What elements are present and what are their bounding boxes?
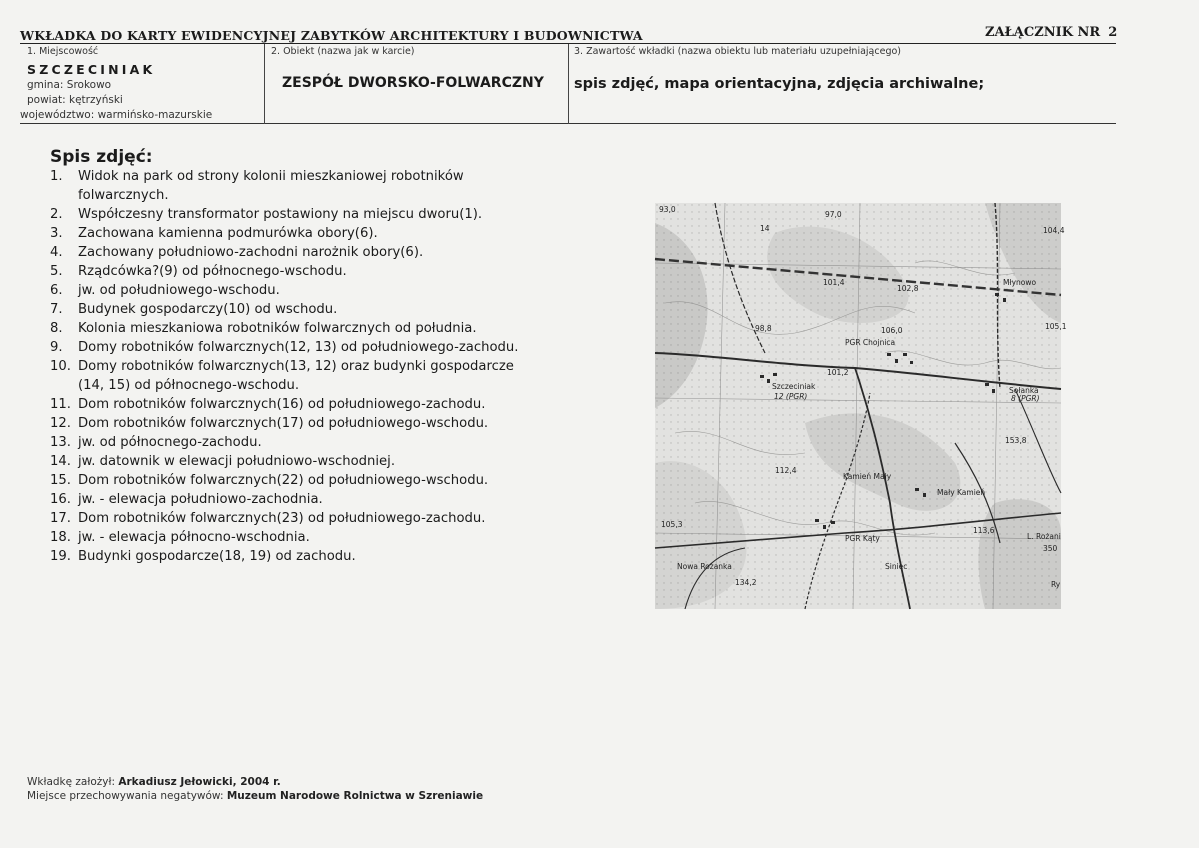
photo-list-number: 14. <box>50 454 71 469</box>
photo-list-number: 9. <box>50 340 63 355</box>
map-label: Siniec <box>885 562 908 571</box>
photo-list-number: 16. <box>50 492 71 507</box>
photo-list-item <box>50 205 570 224</box>
photo-list-item <box>50 338 570 357</box>
photo-list-number: 3. <box>50 226 63 241</box>
photo-list-text: Domy robotników folwarcznych(13, 12) oraz budynki gospodarcze <box>78 359 514 374</box>
photo-list-text: Widok na park od strony kolonii mieszkaniowej robotników <box>78 169 464 184</box>
photo-list-text: Domy robotników folwarcznych(12, 13) od południowego-zachodu. <box>78 340 519 355</box>
place-label: 1. Miejscowość <box>27 46 99 57</box>
map-label: 134,2 <box>735 578 757 587</box>
map-label: 105,3 <box>661 520 683 529</box>
card-title: WKŁADKA DO KARTY EWIDENCYJNEJ ZABYTKÓW ARCHITEKTURY I BUDOWNICTWA <box>20 28 643 43</box>
map-label: 93,0 <box>659 205 676 214</box>
photo-list-number: 6. <box>50 283 63 298</box>
photo-list-item <box>50 471 570 490</box>
photo-list-text: Dom robotników folwarcznych(16) od południowego-zachodu. <box>78 397 486 412</box>
photo-list-text: jw. od południowego-wschodu. <box>78 283 280 298</box>
photo-list-item <box>50 490 570 509</box>
photo-list-text: Dom robotników folwarcznych(23) od południowego-zachodu. <box>78 511 486 526</box>
place-gmina: gmina: Srokowo <box>27 79 112 91</box>
photo-list-text: jw. od północnego-zachodu. <box>78 435 262 450</box>
photo-list-number: 15. <box>50 473 71 488</box>
photo-list-number: 2. <box>50 207 63 222</box>
footer-author <box>27 776 281 788</box>
photo-list-text: Dom robotników folwarcznych(17) od południowego-wschodu. <box>78 416 489 431</box>
photo-list-number: 4. <box>50 245 63 260</box>
map-label: L. Rożani <box>1027 532 1061 541</box>
photo-list-item <box>50 243 570 262</box>
place-wojewodztwo: województwo: warmińsko-mazurskie <box>20 109 213 121</box>
photo-list-text: Zachowany południowo-zachodni narożnik obory(6). <box>78 245 424 260</box>
photo-list-text: jw. - elewacja południowo-zachodnia. <box>78 492 323 507</box>
photo-list-number: 7. <box>50 302 63 317</box>
photo-list-number: 13. <box>50 435 71 450</box>
photo-list-number: 5. <box>50 264 63 279</box>
map-label: Kamień Mały <box>843 472 892 481</box>
photo-list-text: Współczesny transformator postawiony na miejscu dworu(1). <box>78 207 483 222</box>
map-label: Szczeciniak <box>772 382 816 391</box>
photo-list-text: Budynki gospodarcze(18, 19) od zachodu. <box>78 549 356 564</box>
photo-list-item <box>50 414 570 433</box>
photo-list-item <box>50 509 570 528</box>
photo-list-item <box>50 224 570 243</box>
photo-list-text: Budynek gospodarczy(10) od wschodu. <box>78 302 338 317</box>
photo-list-number: 11. <box>50 397 71 412</box>
map-label: 8 (PGR) <box>1011 394 1040 403</box>
map-label: Ry <box>1051 580 1061 589</box>
photo-list-number: 19. <box>50 549 71 564</box>
contents-label: 3. Zawartość wkładki (nazwa obiektu lub materiału uzupełniającego) <box>574 46 901 57</box>
photo-list-item <box>50 357 570 395</box>
photo-list-text: Rządcówka?(9) od północnego-wschodu. <box>78 264 347 279</box>
storage-name: Muzeum Narodowe Rolnictwa w Szreniawie <box>226 790 484 802</box>
photo-list-item <box>50 300 570 319</box>
annex-number: 2 <box>1108 25 1118 40</box>
map-label: 101,2 <box>827 368 849 377</box>
photo-list-number: 12. <box>50 416 71 431</box>
photo-list-item <box>50 547 570 566</box>
photo-list-text: jw. - elewacja północno-wschodnia. <box>78 530 310 545</box>
map-label: 106,0 <box>881 326 903 335</box>
place-powiat: powiat: kętrzyński <box>27 94 123 106</box>
map-label: 153,8 <box>1005 436 1027 445</box>
map-label: 98,8 <box>755 324 772 333</box>
photo-list-number: 17. <box>50 511 71 526</box>
photo-list <box>50 167 570 566</box>
map-label: 14 <box>760 224 770 233</box>
photo-list-item <box>50 452 570 471</box>
map-label: Nowa Rożanka <box>677 562 732 571</box>
annex-label <box>985 25 1117 40</box>
photo-list-item <box>50 167 570 205</box>
place-name: SZCZECINIAK <box>27 62 156 77</box>
map-label: 350 <box>1043 544 1058 553</box>
storage-label: Miejsce przechowywania negatywów: <box>27 790 224 802</box>
orientation-map <box>655 203 1067 609</box>
photo-list-item <box>50 433 570 452</box>
map-label: 105,1 <box>1045 322 1067 331</box>
photo-list-item <box>50 319 570 338</box>
map-label: 113,6 <box>973 526 995 535</box>
map-label: 12 (PGR) <box>774 392 808 401</box>
photo-list-text: folwarcznych. <box>78 188 169 203</box>
photo-list-text: (14, 15) od północnego-wschodu. <box>78 378 300 393</box>
photo-list-text: jw. datownik w elewacji południowo-wschodniej. <box>78 454 396 469</box>
photo-list-number: 10. <box>50 359 71 374</box>
map-label: Mały Kamień <box>937 488 986 497</box>
object-label: 2. Obiekt (nazwa jak w karcie) <box>271 46 415 57</box>
map-label: PGR Kąty <box>845 534 880 543</box>
photo-list-title: Spis zdjęć: <box>50 147 153 167</box>
object-value: ZESPÓŁ DWORSKO-FOLWARCZNY <box>282 75 544 91</box>
map-label: 112,4 <box>775 466 797 475</box>
photo-list-text: Dom robotników folwarcznych(22) od południowego-wschodu. <box>78 473 489 488</box>
author-label: Wkładkę założył: <box>27 776 116 788</box>
map-label: 104,4 <box>1043 226 1065 235</box>
footer-storage <box>27 790 483 802</box>
map-label: Młynowo <box>1003 278 1037 287</box>
column-divider-1 <box>264 44 265 124</box>
photo-list-text: Zachowana kamienna podmurówka obory(6). <box>78 226 378 241</box>
map-label: 101,4 <box>823 278 845 287</box>
map-label: 97,0 <box>825 210 842 219</box>
photo-list-item <box>50 262 570 281</box>
author-name: Arkadiusz Jełowicki, 2004 r. <box>118 776 281 788</box>
photo-list-number: 8. <box>50 321 63 336</box>
photo-list-text: Kolonia mieszkaniowa robotników folwarcznych od południa. <box>78 321 477 336</box>
photo-list-item <box>50 395 570 414</box>
contents-value: spis zdjęć, mapa orientacyjna, zdjęcia archiwalne; <box>574 76 985 92</box>
annex-label-text: ZAŁĄCZNIK NR <box>985 25 1101 40</box>
photo-list-item <box>50 528 570 547</box>
photo-list-number: 1. <box>50 169 63 184</box>
map-label: Sołanka <box>1009 386 1039 395</box>
map-label: 102,8 <box>897 284 919 293</box>
photo-list-number: 18. <box>50 530 71 545</box>
photo-list-item <box>50 281 570 300</box>
column-divider-2 <box>568 44 569 124</box>
map-label: PGR Chojnica <box>845 338 896 347</box>
